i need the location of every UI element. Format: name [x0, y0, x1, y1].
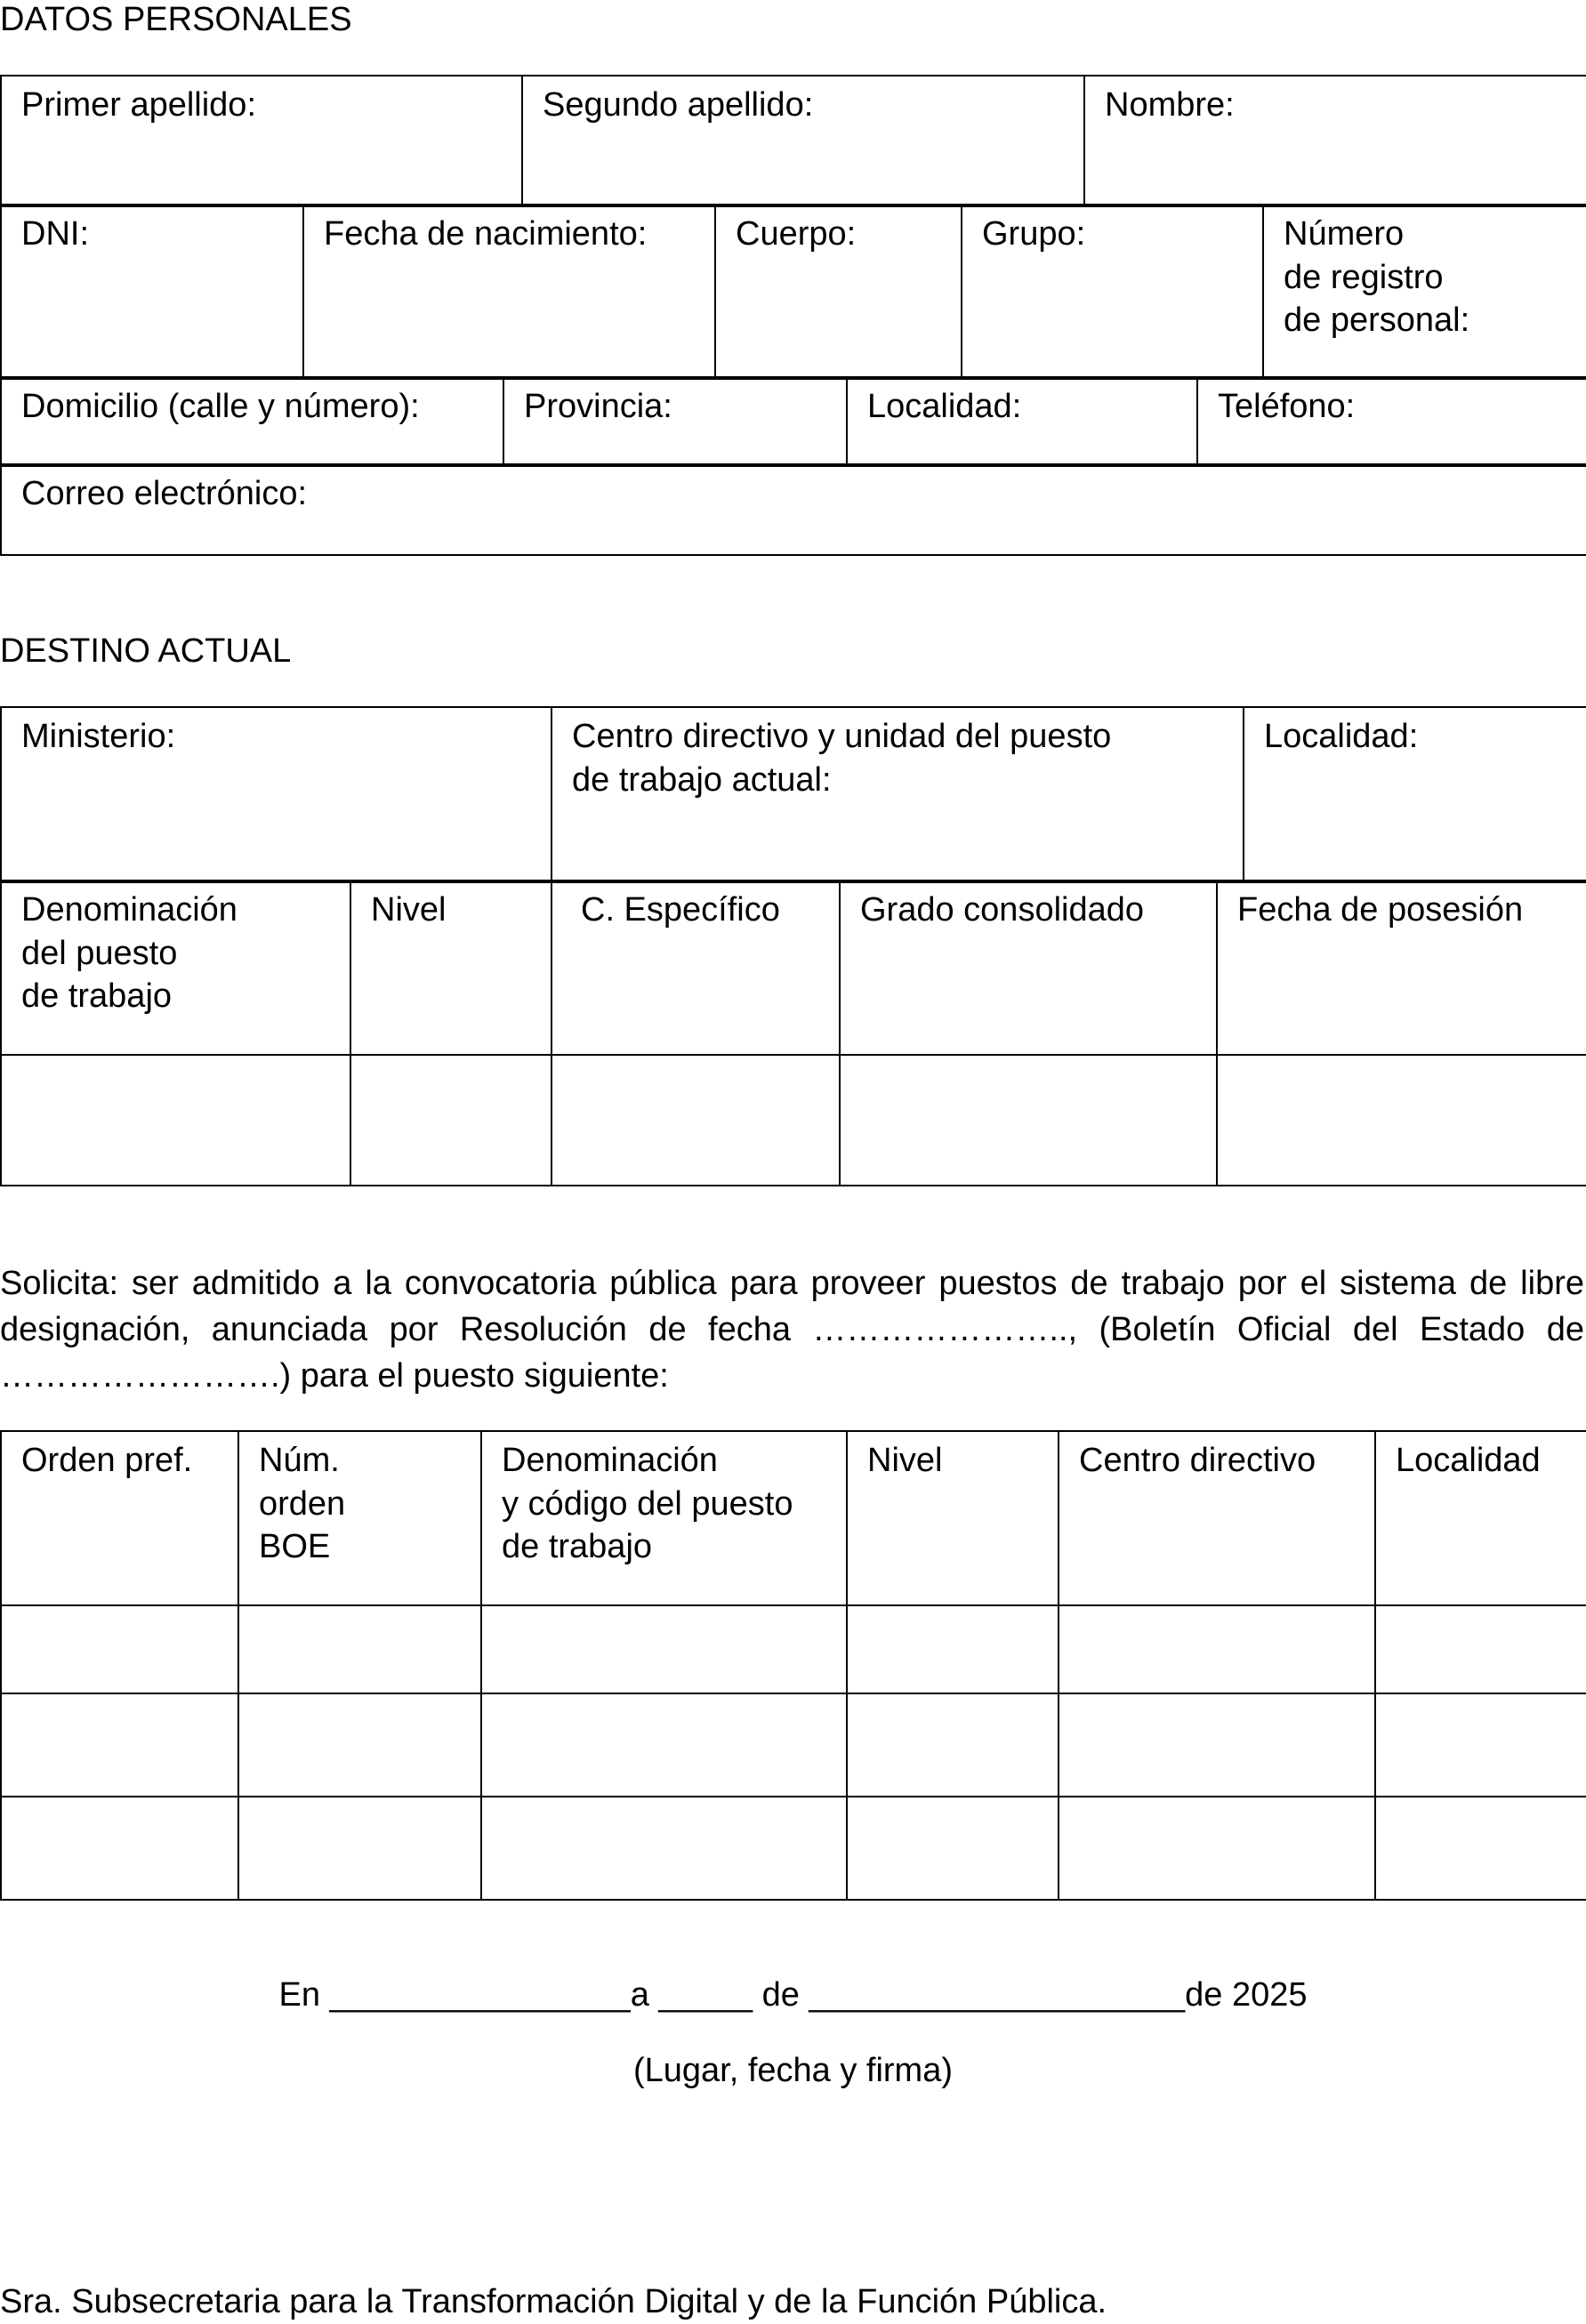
numero-registro-label: Número de registro de personal: [1284, 215, 1470, 340]
table-cell[interactable] [847, 1693, 1059, 1797]
c-especifico-input[interactable] [551, 1055, 840, 1186]
segundo-apellido-label: Segundo apellido: [543, 86, 814, 124]
grupo-field[interactable] [962, 205, 1263, 379]
table-cell[interactable] [1375, 1693, 1586, 1797]
personal-data-table-row3 [0, 376, 1586, 467]
cuerpo-field[interactable] [715, 205, 962, 379]
table-cell[interactable] [481, 1605, 847, 1693]
primer-apellido-label: Primer apellido: [21, 86, 256, 124]
denominacion-input[interactable] [1, 1055, 350, 1186]
destinatario: Sra. Subsecretaria para la Transformación Digital y de la Función Pública. [0, 2283, 1107, 2320]
telefono-field[interactable] [1197, 377, 1586, 466]
provincia-label: Provincia: [524, 388, 672, 425]
dni-field[interactable] [1, 205, 303, 379]
cuerpo-label: Cuerpo: [736, 215, 857, 253]
solicitud-paragraph: Solicita: ser admitido a la convocatoria pública para proveer puestos de trabajo por el sistema de libre designación, anunciada por Resolución de fecha ………………….., (Boletín Oficial del Estado de …………………….) para el puesto siguiente: [0, 1265, 1584, 1395]
table-cell[interactable] [481, 1693, 847, 1797]
header-label: Núm. orden BOE [259, 1442, 346, 1566]
table-cell[interactable] [238, 1605, 481, 1693]
section-heading-destino: DESTINO ACTUAL [0, 632, 292, 670]
table-cell[interactable] [1375, 1797, 1586, 1900]
table-cell[interactable] [847, 1605, 1059, 1693]
destino-table-row2 [0, 880, 1586, 1186]
table-cell[interactable] [1375, 1605, 1586, 1693]
domicilio-label: Domicilio (calle y número): [21, 388, 420, 425]
ministerio-field[interactable] [1, 707, 551, 882]
c-especifico-label: C. Específico [581, 891, 780, 929]
header-label: Localidad [1396, 1442, 1541, 1479]
grupo-label: Grupo: [982, 215, 1086, 253]
denominacion-codigo-header [481, 1431, 847, 1605]
personal-data-table-row2 [0, 204, 1586, 380]
table-cell[interactable] [1, 1693, 238, 1797]
denominacion-label: Denominación del puesto de trabajo [21, 891, 237, 1016]
destino-localidad-field[interactable] [1244, 707, 1586, 882]
orden-pref-header [1, 1431, 238, 1605]
nombre-field[interactable] [1084, 76, 1586, 206]
table-cell[interactable] [238, 1693, 481, 1797]
fecha-posesion-header [1217, 881, 1586, 1055]
puestos-table [0, 1430, 1586, 1901]
fecha-nacimiento-label: Fecha de nacimiento: [324, 215, 648, 253]
table-cell[interactable] [481, 1797, 847, 1900]
denominacion-header [1, 881, 350, 1055]
nivel-label: Nivel [371, 891, 447, 929]
table-cell[interactable] [847, 1797, 1059, 1900]
firma-line: En ________________a _____ de ____________________de 2025 [278, 1976, 1308, 2014]
table-cell[interactable] [1059, 1605, 1375, 1693]
centro-directivo-header [1059, 1431, 1375, 1605]
fecha-posesion-input[interactable] [1217, 1055, 1586, 1186]
correo-label: Correo electrónico: [21, 475, 308, 512]
table-cell[interactable] [1, 1797, 238, 1900]
dni-label: DNI: [21, 215, 89, 253]
destino-table-row1 [0, 706, 1586, 883]
table-row [1, 1797, 1586, 1900]
domicilio-field[interactable] [1, 377, 503, 466]
fecha-posesion-label: Fecha de posesión [1237, 891, 1524, 929]
grado-header [840, 881, 1217, 1055]
numero-registro-field[interactable] [1263, 205, 1586, 379]
table-cell[interactable] [1, 1605, 238, 1693]
personal-data-table-row4 [0, 463, 1586, 556]
fecha-nacimiento-field[interactable] [303, 205, 715, 379]
personal-data-table-row1 [0, 75, 1586, 207]
ministerio-label: Ministerio: [21, 718, 176, 755]
localidad-field[interactable] [847, 377, 1197, 466]
primer-apellido-field[interactable] [1, 76, 522, 206]
nombre-label: Nombre: [1105, 86, 1235, 124]
table-row [1, 1605, 1586, 1693]
correo-field[interactable] [1, 464, 1586, 555]
telefono-label: Teléfono: [1218, 388, 1356, 425]
header-label: Nivel [867, 1442, 943, 1479]
provincia-field[interactable] [503, 377, 847, 466]
header-label: Centro directivo [1079, 1442, 1316, 1479]
c-especifico-header [551, 881, 840, 1055]
table-cell[interactable] [1059, 1797, 1375, 1900]
destino-localidad-label: Localidad: [1264, 718, 1419, 755]
firma-caption: (Lugar, fecha y firma) [632, 2052, 954, 2089]
grado-label: Grado consolidado [860, 891, 1144, 929]
section-heading-personal: DATOS PERSONALES [0, 1, 352, 38]
localidad-header [1375, 1431, 1586, 1605]
grado-input[interactable] [840, 1055, 1217, 1186]
nivel-input[interactable] [350, 1055, 551, 1186]
header-label: Orden pref. [21, 1442, 193, 1479]
num-orden-boe-header [238, 1431, 481, 1605]
table-cell[interactable] [238, 1797, 481, 1900]
table-row [1, 1693, 1586, 1797]
table-cell[interactable] [1059, 1693, 1375, 1797]
header-label: Denominación y código del puesto de trabajo [502, 1442, 793, 1566]
nivel-header [350, 881, 551, 1055]
segundo-apellido-field[interactable] [522, 76, 1084, 206]
centro-directivo-label: Centro directivo y unidad del puesto de trabajo actual: [572, 718, 1112, 799]
nivel-header [847, 1431, 1059, 1605]
localidad-label: Localidad: [867, 388, 1022, 425]
centro-directivo-field[interactable] [551, 707, 1244, 882]
